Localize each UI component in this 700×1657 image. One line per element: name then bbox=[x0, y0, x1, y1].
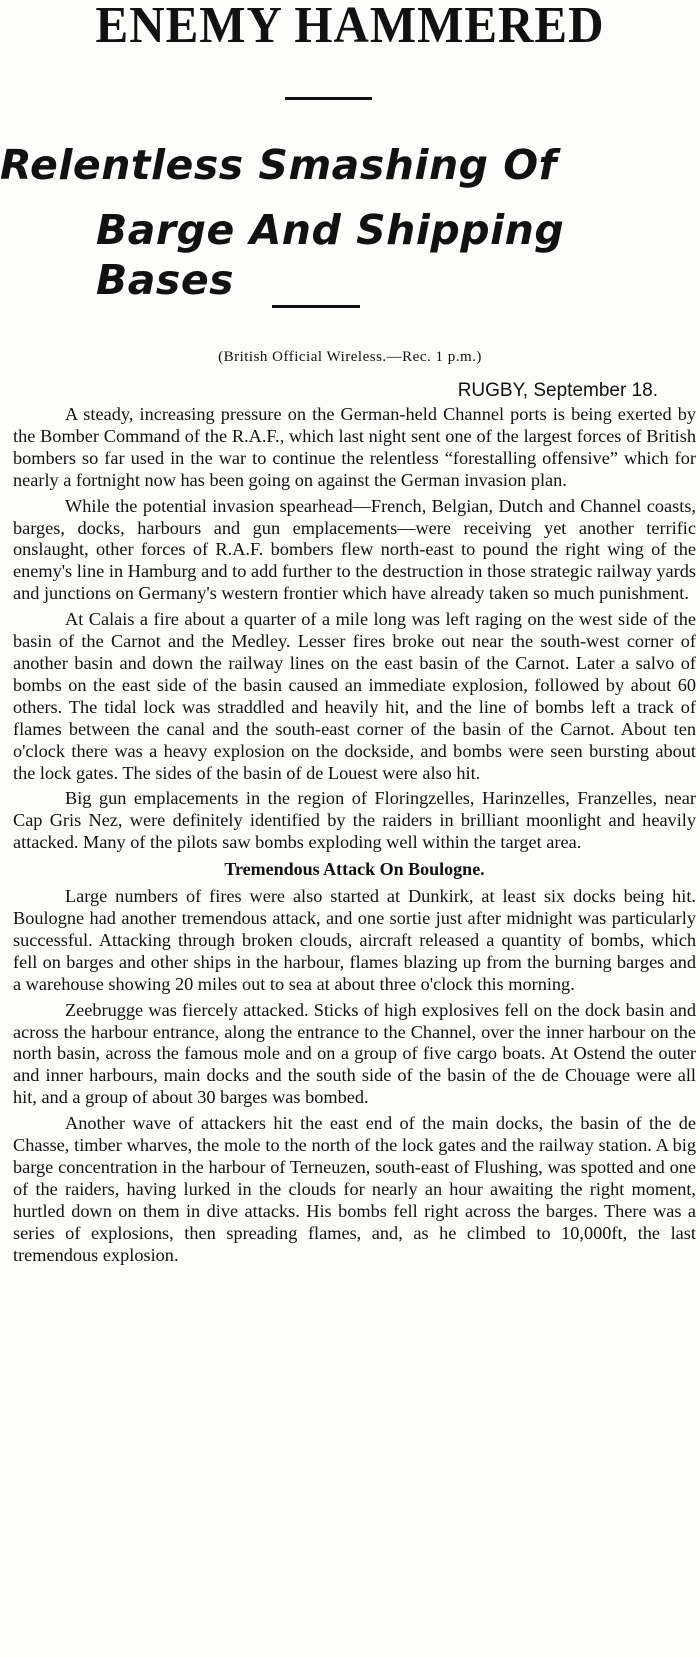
dateline: RUGBY, September 18. bbox=[457, 380, 658, 401]
article-paragraph: Large numbers of fires were also started at Dunkirk, at least six docks being hit. Boulogne had another tremendous attack, and one sortie just after midnight was particularly successful. Attacking through broken clouds, aircraft released a quantity of bombs, which fell on barges and other ships in the harbour, flames blazing up from the burning barges and a warehouse showing 20 miles out to sea at about three o'clock this morning. bbox=[13, 886, 696, 994]
headline: ENEMY HAMMERED bbox=[95, 0, 605, 54]
headline-rule bbox=[285, 97, 372, 100]
wireless-note: (British Official Wireless.—Rec. 1 p.m.) bbox=[218, 349, 482, 365]
article-paragraph: While the potential invasion spearhead—French, Belgian, Dutch and Channel coasts, barges, docks, harbours and gun emplacements—were receiving yet another terrific onslaught, other forces of R.A.F. bombers flew north-east to pound the right wing of the enemy's line in Hamburg and to add further to the destruction in those strategic railway yards and junctions on Germany's western frontier which have already taken so much punishment. bbox=[13, 495, 696, 604]
article-paragraph: Big gun emplacements in the region of Floringzelles, Harinzelles, Franzelles, near Cap Gris Nez, were definitely identified by the raiders in brilliant moonlight and heavily attacked. Many of the pilots saw bombs exploding well within the target area. bbox=[13, 788, 696, 853]
article-paragraph: Zeebrugge was fiercely attacked. Sticks of high explosives fell on the dock basin and across the harbour entrance, along the entrance to the Channel, over the inner harbour on the north basin, across the famous mole and on a group of five cargo boats. At Ostend the outer and inner harbours, main docks and the south side of the basin of the de Chouage were all hit, and a group of about 30 barges was bombed. bbox=[13, 999, 696, 1108]
article-paragraph: A steady, increasing pressure on the German-held Channel ports is being exerted by the Bomber Command of the R.A.F., which last night sent one of the largest forces of British bombers so far used in the war to continue the relentless “forestalling offensive” which for nearly a fortnight now has been going on against the German invasion plan. bbox=[13, 404, 696, 490]
article-body bbox=[13, 404, 696, 1271]
article-paragraph: At Calais a fire about a quarter of a mile long was left raging on the west side of the basin of the Carnot and the Medley. Lesser fires broke out near the south-west corner of another basin and down the railway lines on the east basin of the Carnot. Later a salvo of bombs on the east side of the basin caused an immediate explosion, followed by about 60 others. The tidal lock was straddled and heavily hit, and the line of bombs left a track of flames between the canal and the south-east corner of the basin of the Carnot. About ten o'clock there was a heavy explosion on the dockside, and bombs were seen bursting about the lock gates. The sides of the basin of de Louest were also hit. bbox=[13, 609, 696, 783]
article-paragraph: Another wave of attackers hit the east end of the main docks, the basin of the de Chasse, timber wharves, the mole to the north of the lock gates and the railway station. A big barge concentration in the harbour of Terneuzen, south-east of Flushing, was spotted and one of the raiders, having lurked in the clouds for nearly an hour awaiting the right moment, hurtled down on them in dive attacks. His bombs fell right across the barges. There was a series of explosions, then spreading flames, and, as he climbed to 10,000ft, the last tremendous explosion. bbox=[13, 1113, 696, 1265]
subheadline-rule bbox=[272, 305, 360, 308]
section-heading: Tremendous Attack On Boulogne. bbox=[224, 859, 485, 880]
subheadline-line-2: Barge And Shipping Bases bbox=[96, 206, 565, 304]
subheadline-line-1: Relentless Smashing Of bbox=[0, 141, 557, 189]
